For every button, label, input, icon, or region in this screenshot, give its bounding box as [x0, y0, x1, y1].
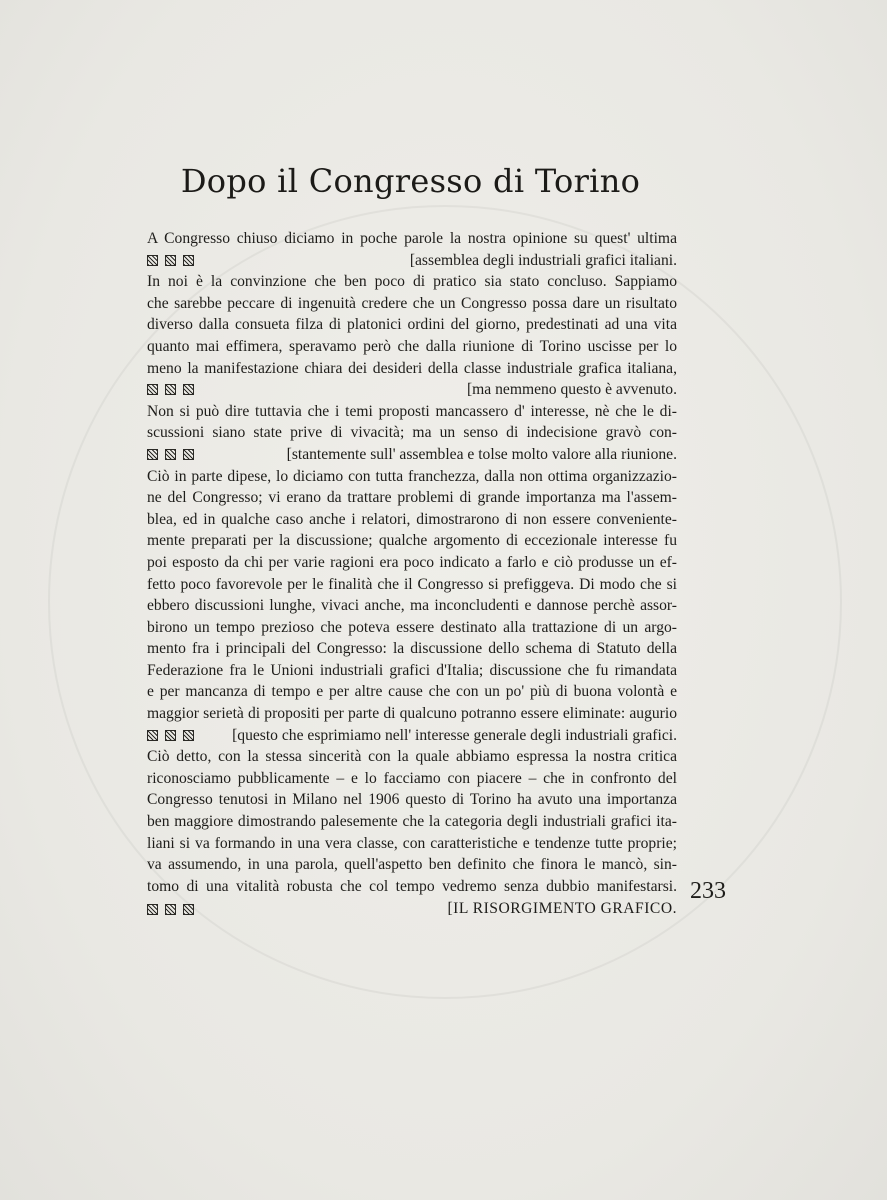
ornament-group	[147, 730, 194, 741]
ornament-group	[147, 449, 194, 460]
text-line: In noi è la convinzione che ben poco di pratico sia stato concluso. Sappiamo	[147, 273, 677, 291]
text-line: ben maggiore dimostrando palesemente che la categoria degli industriali grafici ita-	[147, 813, 677, 831]
text-line: fetto poco favorevole per le finalità che il Congresso si prefiggeva. Di modo che si	[147, 575, 677, 593]
square-fleuron-icon	[183, 384, 194, 395]
square-fleuron-icon	[147, 904, 158, 915]
text-line: e per mancanza di tempo e per altre cause che con un po' più di buona volontà e	[147, 683, 677, 701]
square-fleuron-icon	[183, 449, 194, 460]
square-fleuron-icon	[183, 255, 194, 266]
line-text: [ma nemmeno questo è avvenuto.	[466, 381, 677, 399]
square-fleuron-icon	[147, 384, 158, 395]
text-line: Ciò detto, con la stessa sincerità con la quale abbiamo espressa la nostra critica	[147, 748, 677, 766]
text-line: mento fra i principali del Congresso: la discussione dello schema di Statuto della	[147, 640, 677, 658]
text-line: Ciò in parte dipese, lo diciamo con tutta franchezza, dalla non ottima organizzazio-	[147, 467, 677, 485]
text-line: maggior serietà di propositi per parte di qualcuno potranno essere eliminate: augurio	[147, 705, 677, 723]
line-text: [assemblea degli industriali grafici italiani.	[409, 251, 677, 269]
text-line: quanto mai effimera, speravamo però che dalla riunione di Torino uscisse per lo	[147, 337, 677, 355]
text-line: che sarebbe peccare di ingenuità credere che un Congresso possa dare un risultato	[147, 294, 677, 312]
square-fleuron-icon	[183, 904, 194, 915]
page-number: 233	[690, 878, 726, 904]
article-body	[147, 228, 677, 921]
square-fleuron-icon	[165, 255, 176, 266]
article-title: Dopo il Congresso di Torino	[180, 162, 641, 200]
text-line: tomo di una vitalità robusta che col tempo vedremo senza dubbio manifestarsi.	[147, 877, 677, 895]
text-line: Non si può dire tuttavia che i temi proposti mancassero d' interesse, nè che le di-	[147, 402, 677, 420]
text-line: diverso dalla consueta filza di platonici ordini del giorno, predestinati ad una vita	[147, 316, 677, 334]
text-line	[147, 379, 677, 401]
square-fleuron-icon	[147, 449, 158, 460]
text-line: riconosciamo pubblicamente – e lo facciamo con piacere – che in confronto del	[147, 769, 677, 787]
text-line: mente preparati per la discussione; qualche argomento di eccezionale interesse fu	[147, 532, 677, 550]
text-line: ebbero discussioni lunghe, vivaci anche, ma inconcludenti e dannose perchè assor-	[147, 597, 677, 615]
text-line: va assumendo, in una parola, quell'aspetto ben definito che finora le mancò, sin-	[147, 856, 677, 874]
line-text: [questo che esprimiamo nell' interesse generale degli industriali grafici.	[232, 726, 677, 744]
text-line: blea, ed in qualche caso anche i relatori, dimostrarono di non essere conveniente-	[147, 510, 677, 528]
text-line: scussioni siano state prive di vivacità; ma un senso di indecisione gravò con-	[147, 424, 677, 442]
text-line	[147, 250, 677, 272]
text-line: Congresso tenutosi in Milano nel 1906 questo di Torino ha avuto una importanza	[147, 791, 677, 809]
square-fleuron-icon	[165, 384, 176, 395]
square-fleuron-icon	[165, 904, 176, 915]
square-fleuron-icon	[165, 730, 176, 741]
square-fleuron-icon	[183, 730, 194, 741]
ornament-group	[147, 255, 194, 266]
text-line: A Congresso chiuso diciamo in poche parole la nostra opinione su quest' ultima	[147, 230, 677, 247]
text-line: Federazione fra le Unioni industriali grafici d'Italia; discussione che fu rimandata	[147, 661, 677, 679]
square-fleuron-icon	[165, 449, 176, 460]
text-line: birono un tempo prezioso che poteva essere destinato alla trattazione di un argo-	[147, 618, 677, 636]
text-line	[147, 725, 677, 747]
signature: [IL RISORGIMENTO GRAFICO.	[447, 900, 677, 918]
line-text: [stantemente sull' assemblea e tolse molto valore alla riunione.	[286, 445, 677, 463]
ornament-group	[147, 904, 194, 915]
square-fleuron-icon	[147, 730, 158, 741]
signature-line	[147, 897, 677, 921]
text-line: ne del Congresso; vi erano da trattare problemi di grande importanza ma l'assem-	[147, 489, 677, 507]
square-fleuron-icon	[147, 255, 158, 266]
text-line: liani si va formando in una vera classe, con caratteristiche e tendenze tutte proprie;	[147, 834, 677, 852]
text-line	[147, 444, 677, 466]
text-line: poi esposto da chi per varie ragioni era poco indicato a farlo e ciò produsse un ef-	[147, 553, 677, 571]
text-line: meno la manifestazione chiara dei desideri della classe industriale grafica italiana,	[147, 359, 677, 377]
ornament-group	[147, 384, 194, 395]
